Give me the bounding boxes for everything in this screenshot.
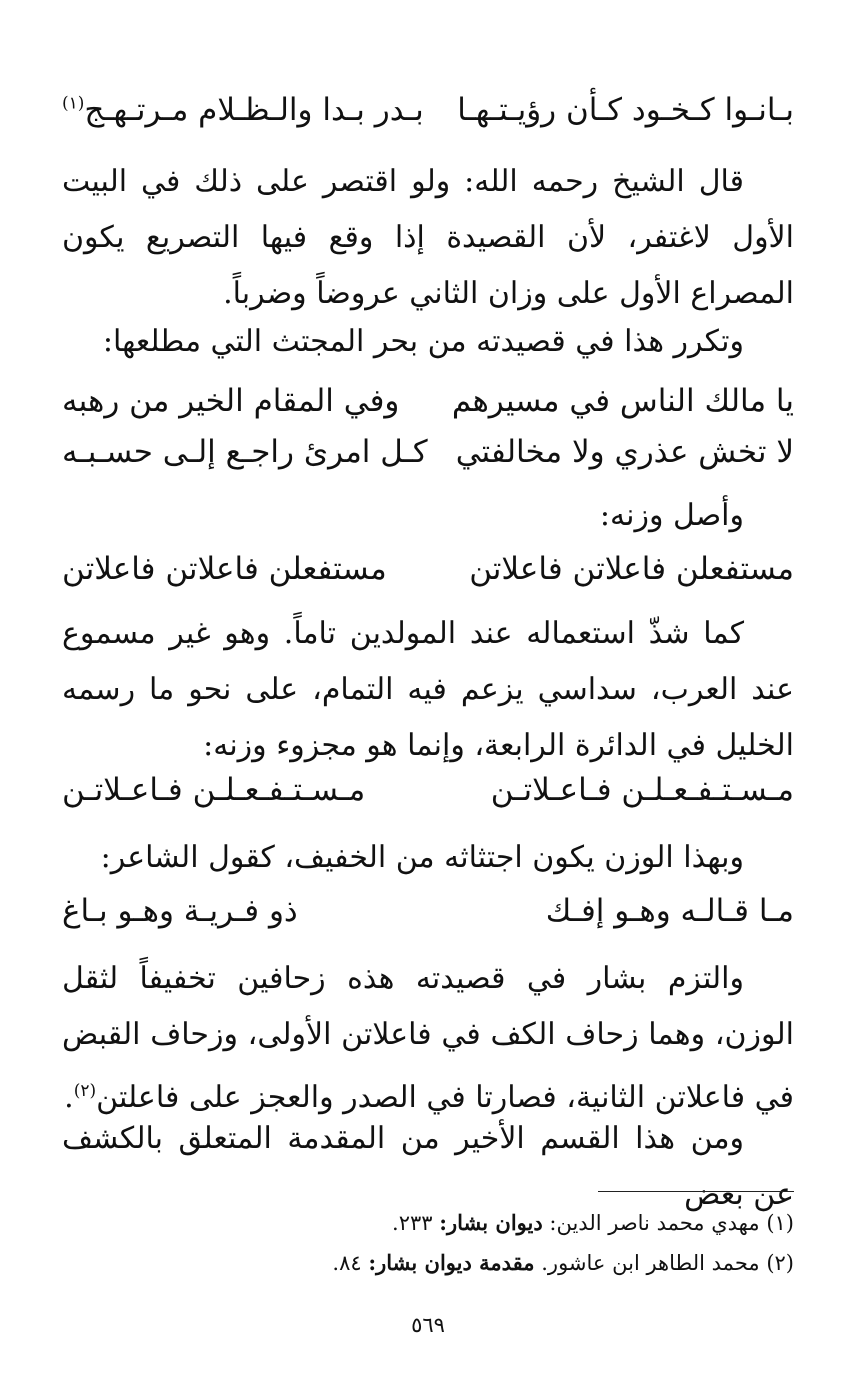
paragraph: والتزم بشار في قصيدته هذه زحافين تخفيفاً لثقل الوزن، وهما زحاف الكف في فاعلاتن الأولى، وزحاف القبض في فاعلاتن الثانية، فصارتا في الصدر والعجز على فاعلتن$^{(٢)}$. bbox=[62, 961, 794, 1115]
verse-second-hemistich: ذو فـريـة وهـو بـاغ bbox=[62, 893, 298, 929]
verse-line bbox=[62, 383, 794, 433]
footnote: (١) مهدي محمد ناصر الدين: ديوان بشار: ٢٣٣. bbox=[392, 1210, 794, 1235]
footnote-separator bbox=[598, 1191, 794, 1192]
verse-first-hemistich: بـانـوا كـخـود كـأن رؤيـتـهـا bbox=[457, 92, 794, 128]
verse-second-hemistich: مستفعلن فاعلاتن فاعلاتن bbox=[62, 551, 387, 587]
verse-first-hemistich: يا مالك الناس في مسيرهم bbox=[451, 383, 794, 419]
footnote: (٢) محمد الطاهر ابن عاشور. مقدمة ديوان بشار: ٨٤. bbox=[332, 1250, 794, 1275]
verse-line bbox=[62, 434, 794, 484]
paragraph: كما شذّ استعماله عند المولدين تاماً. وهو غير مسموع عند العرب، سداسي يزعم فيه التمام، على نحو ما رسمه الخليل في الدائرة الرابعة، وإنما هو مجزوء وزنه: bbox=[62, 616, 794, 763]
paragraph: وتكرر هذا في قصيدته من بحر المجتث التي مطلعها: bbox=[102, 324, 744, 359]
paragraph: وأصل وزنه: bbox=[599, 498, 744, 533]
verse-line bbox=[62, 92, 794, 142]
verse-first-hemistich: لا تخش عذري ولا مخالفتي bbox=[455, 434, 794, 470]
verse-second-hemistich: مـسـتـفـعـلـن فـاعـلاتـن bbox=[62, 772, 366, 808]
footnote-ref: (١) bbox=[62, 93, 85, 114]
footnote-ref: (٢) bbox=[73, 1081, 97, 1101]
verse-line bbox=[62, 772, 794, 822]
paragraph: قال الشيخ رحمه الله: ولو اقتصر على ذلك في البيت الأول لاغتفر، لأن القصيدة إذا وقع فيها التصريع يكون المصراع الأول على وزان الثاني عروضاً وضرباً. bbox=[62, 164, 794, 311]
page-number: ٥٦٩ bbox=[411, 1313, 445, 1337]
verse-line bbox=[62, 551, 794, 601]
verse-second-hemistich: كـل امرئ راجـع إلـى حسـبـه bbox=[62, 434, 428, 470]
verse-first-hemistich: مـا قـالـه وهـو إفـك bbox=[545, 893, 794, 929]
paragraph: وبهذا الوزن يكون اجتثاثه من الخفيف، كقول الشاعر: bbox=[100, 840, 744, 875]
verse-first-hemistich: مستفعلن فاعلاتن فاعلاتن bbox=[469, 551, 794, 587]
verse-second-hemistich: وفي المقام الخير من رهبه bbox=[62, 383, 400, 419]
verse-line bbox=[62, 893, 794, 943]
verse-first-hemistich: مـسـتـفـعـلـن فـاعـلاتـن bbox=[490, 772, 794, 808]
verse-second-hemistich: بـدر بـدا والـظـلام مـرتـهـج$^{(١)}$ bbox=[62, 92, 424, 128]
paragraph: ومن هذا القسم الأخير من المقدمة المتعلق بالكشف عن بعض bbox=[62, 1121, 794, 1212]
